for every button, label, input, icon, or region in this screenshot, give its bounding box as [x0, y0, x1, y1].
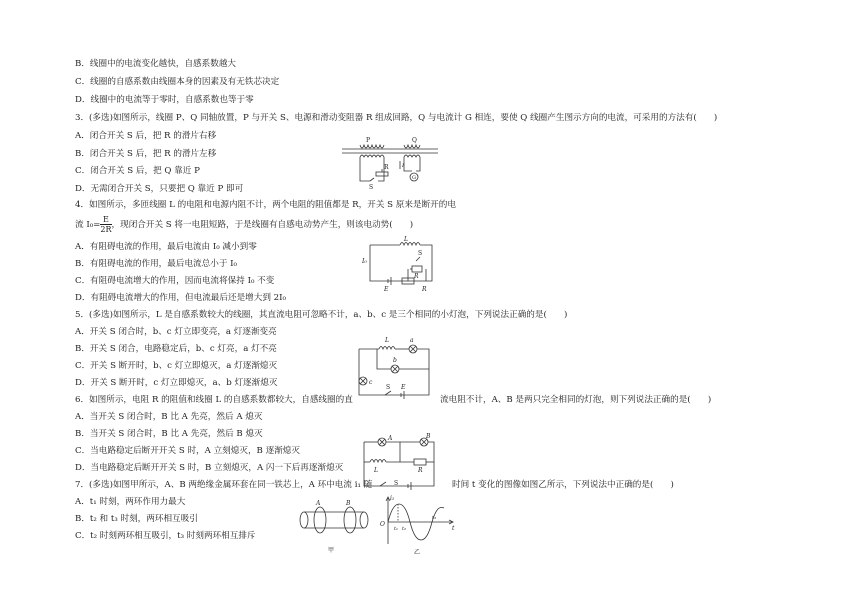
question-6-option-a: A．当开关 S 闭合时，B 比 A 先亮，然后 A 熄灭 [75, 412, 263, 422]
question-3-stem: 3．(多选)如图所示，线圈 P、Q 同轴放置，P 与开关 S、电源和滑动变阻器 R 组成回路，Q 与电流计 G 相连，要使 Q 线圈产生图示方向的电流，可采用的方法有( ) [75, 113, 718, 123]
question-5-option-b: B．开关 S 闭合，电路稳定后，b、c 灯亮，a 灯不亮 [75, 344, 277, 354]
option-3c-prev: C．线圈的自感系数由线圈本身的因素及有无铁芯决定 [75, 77, 280, 87]
label-b: B [426, 433, 431, 440]
label-l: L [385, 337, 389, 344]
question-7-stem-left: 7．(多选)如图甲所示，A、B 两绝缘金属环套在同一铁芯上，A 环中电流 i₁ 随 [75, 480, 373, 490]
question-4-option-c: C．有阻碍电流增大的作用，因而电流将保持 I₀ 不变 [75, 276, 275, 286]
question-4-stem-cont [75, 215, 413, 234]
question-6-stem-left: 6．如图所示，电阻 R 的阻值和线圈 L 的自感系数都较大，自感线圈的直 [75, 395, 353, 405]
label-r: R [418, 467, 423, 474]
label-e: E [384, 286, 389, 291]
figure-q4-circuit [360, 233, 440, 291]
question-5-option-a: A．开关 S 闭合时，b、c 灯立即变亮，a 灯逐渐变亮 [75, 327, 277, 337]
figure-q7-rings [298, 498, 370, 556]
question-6-stem-right: 流电阻不计，A、B 是两只完全相同的灯泡，则下列说法正确的是( ) [440, 395, 712, 405]
question-6-option-d: D．当电路稳定后断开开关 S 时，B 立刻熄灭，A 闪一下后再逐渐熄灭 [75, 463, 344, 473]
label-i1: i₁ [390, 495, 395, 502]
current-label: 流 I₀= [75, 220, 101, 230]
figure-q3-coils [340, 135, 440, 191]
figure-q6-circuit [360, 432, 440, 490]
label-t2: t₂ [402, 526, 407, 532]
question-4-stem: 4．如图所示，多匝线圈 L 的电阻和电源内阻不计，两个电阻的阻值都是 R，开关 S 原来是断开的电 [75, 200, 456, 210]
question-5-option-c: C．开关 S 断开时，b、c 灯立即熄灭，a 灯逐渐熄灭 [75, 361, 278, 371]
label-l: L [374, 467, 378, 474]
question-6-option-c: C．当电路稳定后断开开关 S 时，A 立刻熄灭，B 逐渐熄灭 [75, 446, 300, 456]
question-4-option-d: D．有阻碍电流增大的作用，但电流最后还是增大到 2I₀ [75, 293, 286, 303]
option-3b-prev: B．线圈中的电流变化越快，自感系数越大 [75, 59, 237, 69]
question-4-option-b: B．有阻碍电流的作用，最后电流总小于 I₀ [75, 259, 237, 269]
question-5-stem: 5．(多选)如图所示，L 是自感系数较大的线圈，其直流电阻可忽略不计，a、b、c 是三个相同的小灯泡，下列说法正确的是( ) [75, 310, 568, 320]
label-r1: R [414, 273, 419, 280]
caption-jia: 甲 [328, 547, 335, 554]
question-7-option-b: B．t₂ 和 t₃ 时刻，两环相互吸引 [75, 514, 198, 524]
label-s: S [386, 384, 391, 391]
label-b: B [346, 500, 351, 507]
label-l: L [404, 236, 408, 243]
label-r2: R [422, 286, 427, 291]
label-c: c [369, 379, 373, 386]
question-3-option-b: B．闭合开关 S 后，把 R 的滑片左移 [75, 149, 217, 159]
label-s: S [394, 480, 399, 487]
label-b: b [393, 357, 397, 364]
label-a: A [388, 435, 393, 442]
question-7-option-c: C．t₂ 时刻两环相互吸引，t₃ 时刻两环相互排斥 [75, 531, 256, 541]
label-q: Q [412, 137, 417, 144]
question-3-option-d: D．无需闭合开关 S，只要把 Q 靠近 P 即可 [75, 184, 244, 194]
label-a: a [410, 337, 414, 344]
option-3d-prev: D．线圈中的电流等于零时，自感系数也等于零 [75, 95, 254, 105]
question-6-option-b: B．当开关 S 闭合时，B 比 A 先亮，然后 B 熄灭 [75, 429, 263, 439]
label-i0: I₀ [362, 258, 367, 265]
label-s: S [369, 184, 374, 191]
label-g: G [412, 175, 416, 181]
question-3-option-c: C．闭合开关 S 后，把 Q 靠近 P [75, 166, 200, 176]
label-a: A [316, 500, 321, 507]
question-5-option-d: D．开关 S 断开时，c 灯立即熄灭，a、b 灯逐渐熄灭 [75, 378, 278, 388]
label-t1: t₁ [394, 526, 399, 532]
label-p: P [366, 137, 371, 144]
label-i: I [402, 163, 404, 169]
caption-yi: 乙 [414, 549, 421, 556]
fraction-e-over-2r: $\frac{E}{2R}$ [100, 215, 112, 234]
label-t3: t₃ [432, 515, 437, 521]
label-e: E [401, 384, 406, 391]
question-7-option-a: A．t₁ 时刻，两环作用力最大 [75, 497, 186, 507]
question-7-stem-right: 时间 t 变化的图像如图乙所示，下列说法中正确的是( ) [452, 480, 674, 490]
label-o: O [380, 521, 385, 528]
question-4-stem-tail: ，现闭合开关 S 将一电阻短路，于是线圈有自感电动势产生，则该电动势( ) [111, 220, 414, 230]
label-t: t [452, 525, 455, 532]
question-3-option-a: A．闭合开关 S 后，把 R 的滑片右移 [75, 131, 217, 141]
question-4-option-a: A．有阻碍电流的作用，最后电流由 I₀ 减小到零 [75, 242, 257, 252]
figure-q5-circuit [355, 333, 435, 399]
figure-q7-graph [376, 494, 460, 556]
label-s: S [418, 250, 423, 257]
label-r: R [384, 164, 389, 171]
